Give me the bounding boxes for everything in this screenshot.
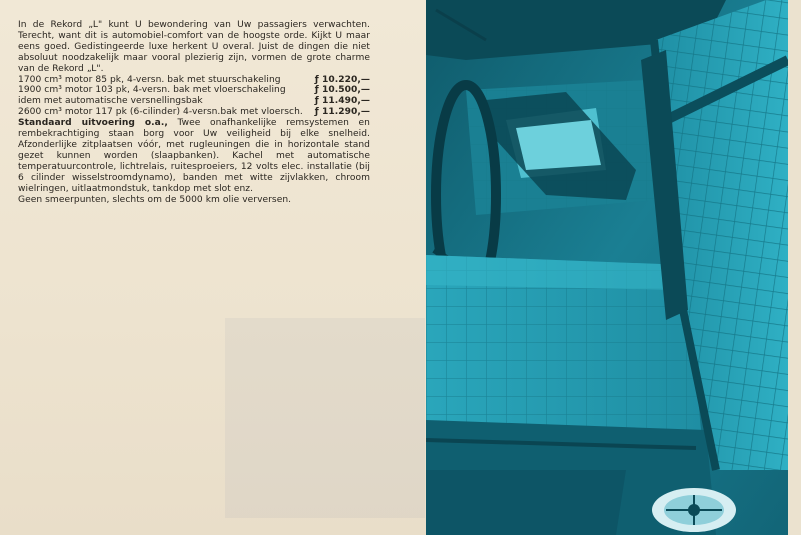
car-interior-photo xyxy=(426,0,788,535)
price-list xyxy=(18,75,370,119)
intro-paragraph: In de Rekord „L" kunt U bewondering van Uw passagiers verwachten. Terecht, want dit is automobiel-comfort van de hoogste orde. Kijkt U maar eens goed. Gedistingeerde luxe herkent U overal. Juist de dingen die niet absoluut noodzakelijk maar vooral plezierig zijn, vormen de grote charme van de Rekord „L". xyxy=(18,20,370,74)
price-row-price: ƒ 11.290,— xyxy=(314,107,370,118)
price-row-desc: 2600 cm³ motor 117 pk (6-cilinder) 4-versn.bak met vloersch. xyxy=(18,107,303,118)
right-margin xyxy=(788,0,801,535)
price-row xyxy=(18,107,370,118)
price-row xyxy=(18,85,370,96)
standard-heading: Standaard uitvoering o.a., xyxy=(18,118,168,129)
price-row-price: ƒ 11.490,— xyxy=(314,96,370,107)
price-row-price: ƒ 10.220,— xyxy=(314,74,370,85)
standard-text: Twee onafhankelijke remsystemen en rembekrachtiging staan borg voor Uw veiligheid bij elke snelheid. Afzonderlijke zitplaatsen vóór, met rugleuningen die in horizontale stand gezet kunnen worden (slaapbanken). Kachel met automatische temperatuurcontrole, lichtrelais, ruitesproeiers, 12 volts elec. installatie (bij 6 cilinder wisselstroomdynamo), banden met witte zijvlakken, chroom wielringen, uitlaatmondstuk, tankdop met slot enz. xyxy=(18,118,370,194)
price-row xyxy=(18,75,370,86)
closing-line: Geen smeerpunten, slechts om de 5000 km olie verversen. xyxy=(18,194,292,205)
price-row xyxy=(18,96,370,107)
price-row-desc: 1900 cm³ motor 103 pk, 4-versn. bak met vloerschakeling xyxy=(18,85,286,96)
standard-equipment-paragraph xyxy=(18,118,370,194)
show-through-shadow xyxy=(225,318,425,518)
price-row-desc: idem met automatische versnellingsbak xyxy=(18,96,203,107)
description-text xyxy=(18,20,370,205)
price-row-desc: 1700 cm³ motor 85 pk, 4-versn. bak met stuurschakeling xyxy=(18,74,281,85)
price-row-price: ƒ 10.500,— xyxy=(314,85,370,96)
